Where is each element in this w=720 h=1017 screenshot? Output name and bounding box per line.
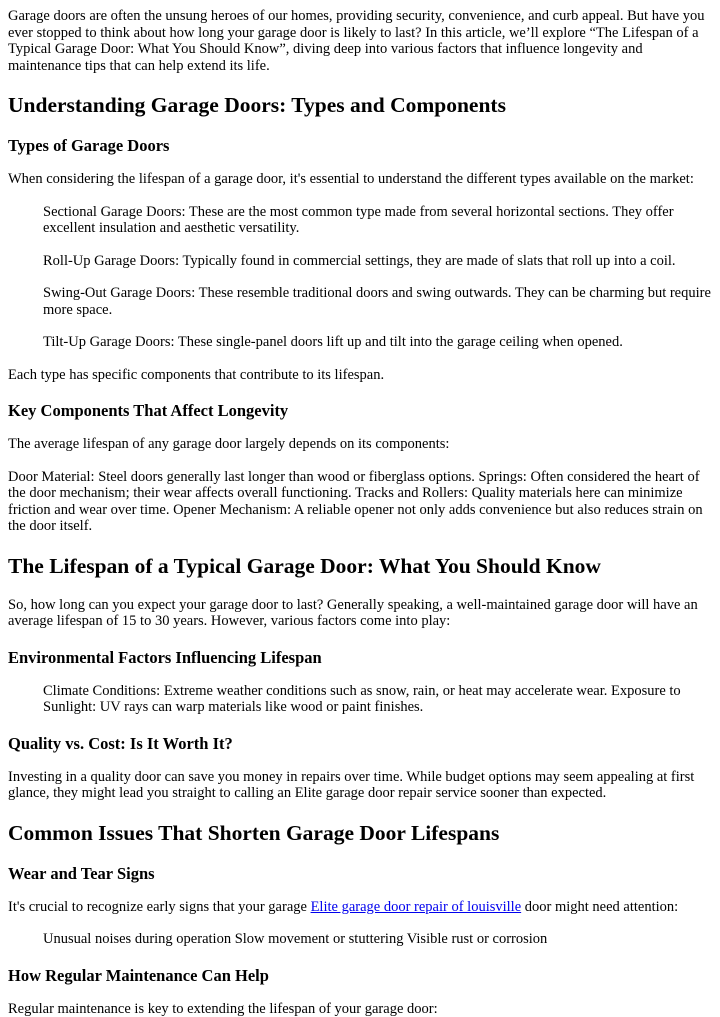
- components-lead: The average lifespan of any garage door largely depends on its components:: [8, 436, 450, 452]
- types-after: Each type has specific components that contribute to its lifespan.: [8, 366, 385, 383]
- lifespan-lead: So, how long can you expect your garage door to last? Generally speaking, a well-maintained garage door will have an average lifespan of 15 to 30 years. However, various factors come into play:: [8, 596, 698, 629]
- wear-signs: Unusual noises during operation Slow movement or stuttering Visible rust or corrosion: [43, 931, 548, 947]
- types-lead: When considering the lifespan of a garage door, it's essential to understand the different types available on the market:: [8, 171, 694, 187]
- components-body: Door Material: Steel doors generally last longer than wood or fiberglass options. Springs: Often considered the heart of the door mechanism; their wear affects overall functioning. Tracks and Rollers: Quality materials here can minimize friction and wear over time. Opener Mechanism: A reliable opener not only adds convenience but also reduces strain on the door itself.: [8, 468, 703, 534]
- section-heading-common-issues: Common Issues That Shorten Garage Door Lifespans: [8, 820, 500, 845]
- list-item-roll-up: Roll-Up Garage Doors: Typically found in commercial settings, they are made of slats that roll up into a coil.: [43, 252, 676, 269]
- subheading-quality: Quality vs. Cost: Is It Worth It?: [8, 733, 233, 753]
- subheading-wear: Wear and Tear Signs: [8, 863, 155, 883]
- maintenance-lead: Regular maintenance is key to extending the lifespan of your garage door:: [8, 1000, 438, 1017]
- environment-body: Climate Conditions: Extreme weather conditions such as snow, rain, or heat may accelerate wear. Exposure to Sunlight: UV rays can warp materials like wood or paint finishes.: [43, 682, 681, 715]
- subheading-types: Types of Garage Doors: [8, 136, 170, 155]
- wear-lead: [8, 899, 712, 916]
- list-item-swing-out: Swing-Out Garage Doors: These resemble traditional doors and swing outwards. They can be charming but require more space.: [43, 285, 711, 318]
- list-item-tilt-up: Tilt-Up Garage Doors: These single-panel doors lift up and tilt into the garage ceiling when opened.: [43, 334, 623, 350]
- quality-body: Investing in a quality door can save you money in repairs over time. While budget options may seem appealing at first glance, they might lead you straight to calling an Elite garage door repair service sooner than expected.: [8, 768, 695, 801]
- subheading-maintenance: How Regular Maintenance Can Help: [8, 965, 269, 985]
- subheading-components: Key Components That Affect Longevity: [8, 401, 289, 420]
- subheading-environment: Environmental Factors Influencing Lifespan: [8, 647, 322, 667]
- section-heading-lifespan: The Lifespan of a Typical Garage Door: What You Should Know: [8, 553, 601, 578]
- wear-lead-after: door might need attention:: [521, 898, 679, 915]
- elite-repair-link[interactable]: Elite garage door repair of louisville: [310, 898, 522, 915]
- section-heading-understanding: Understanding Garage Doors: Types and Components: [8, 93, 506, 117]
- intro-paragraph: Garage doors are often the unsung heroes of our homes, providing security, convenience, and curb appeal. But have you ever stopped to think about how long your garage door is likely to last? In this article, we’ll explore “The Lifespan of a Typical Garage Door: What You Should Know”, diving deep into various factors that influence longevity and maintenance tips that can help extend its life.: [8, 8, 705, 74]
- wear-lead-before: It's crucial to recognize early signs that your garage: [8, 898, 311, 915]
- list-item-sectional: Sectional Garage Doors: These are the most common type made from several horizontal sections. They offer excellent insulation and aesthetic versatility.: [43, 203, 674, 236]
